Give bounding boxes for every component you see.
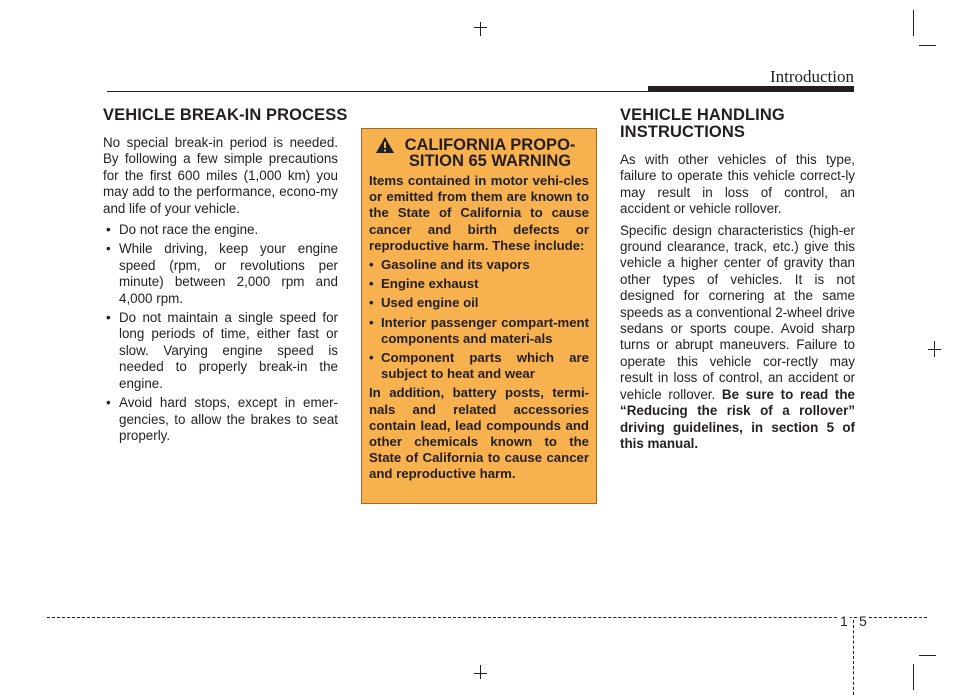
warning-title-row	[369, 137, 589, 169]
handling-para-2-text: Specific design characteristics (high-er ground clearance, track, etc.) give this vehicle a higher center of gravity than other types of vehicles. It is not designed for cornering at the same speeds as a conventional 2-wheel drive sedans or sports coupe. Avoid sharp turns or abrupt maneuvers. Failure to operate this vehicle cor-rectly may result in loss of control, an accident or vehicle rollover.	[620, 222, 855, 402]
warning-triangle-icon	[375, 136, 395, 154]
warning-title: CALIFORNIA PROPO-SITION 65 WARNING	[404, 136, 576, 170]
crop-mark-bottom-center-h	[474, 673, 487, 674]
chapter-number: 1	[840, 613, 848, 629]
crop-mark-top-right-h	[919, 45, 936, 46]
list-item: • Gasoline and its vapors	[369, 257, 589, 273]
handling-para-2	[620, 223, 855, 453]
break-in-intro: No special break-in period is needed. By following a few simple precautions for the first 600 miles (1,000 km) you may add to the performance, econo-my and life of your vehicle.	[103, 135, 338, 216]
crop-mark-top-center-h	[474, 27, 487, 28]
crop-mark-top-right	[913, 10, 914, 36]
header-rule	[107, 91, 853, 92]
prop65-warning-box	[361, 128, 597, 504]
list-item: • Used engine oil	[369, 295, 589, 311]
list-item: • Do not race the engine.	[103, 222, 338, 238]
handling-para-1: As with other vehicles of this type, failure to operate this vehicle correct-ly may result in loss of control, an accident or vehicle rollover.	[620, 152, 855, 217]
page-number: 5	[859, 613, 867, 629]
list-item: • Do not maintain a single speed for long periods of time, either fast or slow. Varying engine speed is needed to properly break-in the engine.	[103, 310, 338, 392]
heading-handling: VEHICLE HANDLING INSTRUCTIONS	[620, 106, 785, 141]
footer-rule	[47, 617, 927, 618]
break-in-list	[103, 222, 338, 444]
crop-mark-bottom-center	[480, 665, 481, 679]
crop-mark-bottom-right	[913, 664, 914, 690]
warning-closing: In addition, battery posts, termi-nals and related accessories contain lead, lead compounds and other chemicals known to the State of California to cause cancer and reproductive harm.	[369, 385, 589, 482]
crop-mark-top-center	[480, 22, 481, 36]
list-item: • Avoid hard stops, except in emer-gencies, to allow the brakes to seat properly.	[103, 395, 338, 444]
list-item: • While driving, keep your engine speed (rpm, or revolutions per minute) between 2,000 rpm and 4,000 rpm.	[103, 241, 338, 307]
left-column	[103, 106, 348, 447]
list-item: • Interior passenger compart-ment components and materi-als	[369, 315, 589, 347]
warning-intro: Items contained in motor vehi-cles or emitted from them are known to the State of California to cause cancer and birth defects or reproductive harm. These include:	[369, 173, 589, 253]
crop-mark-right-mid-h	[928, 349, 941, 350]
list-item: • Component parts which are subject to heat and wear	[369, 350, 589, 382]
footer-vertical-guide	[853, 620, 854, 695]
warning-list	[369, 257, 589, 382]
right-column	[620, 107, 855, 457]
crop-mark-bottom-right-h	[919, 655, 936, 656]
handling-para-2-bold: Be sure to read the “Reducing the risk of a rollover” driving guidelines, in section 5 of this manual.	[620, 386, 855, 451]
list-item: • Engine exhaust	[369, 276, 589, 292]
section-title: Introduction	[769, 67, 854, 86]
heading-break-in: VEHICLE BREAK-IN PROCESS	[103, 106, 348, 124]
